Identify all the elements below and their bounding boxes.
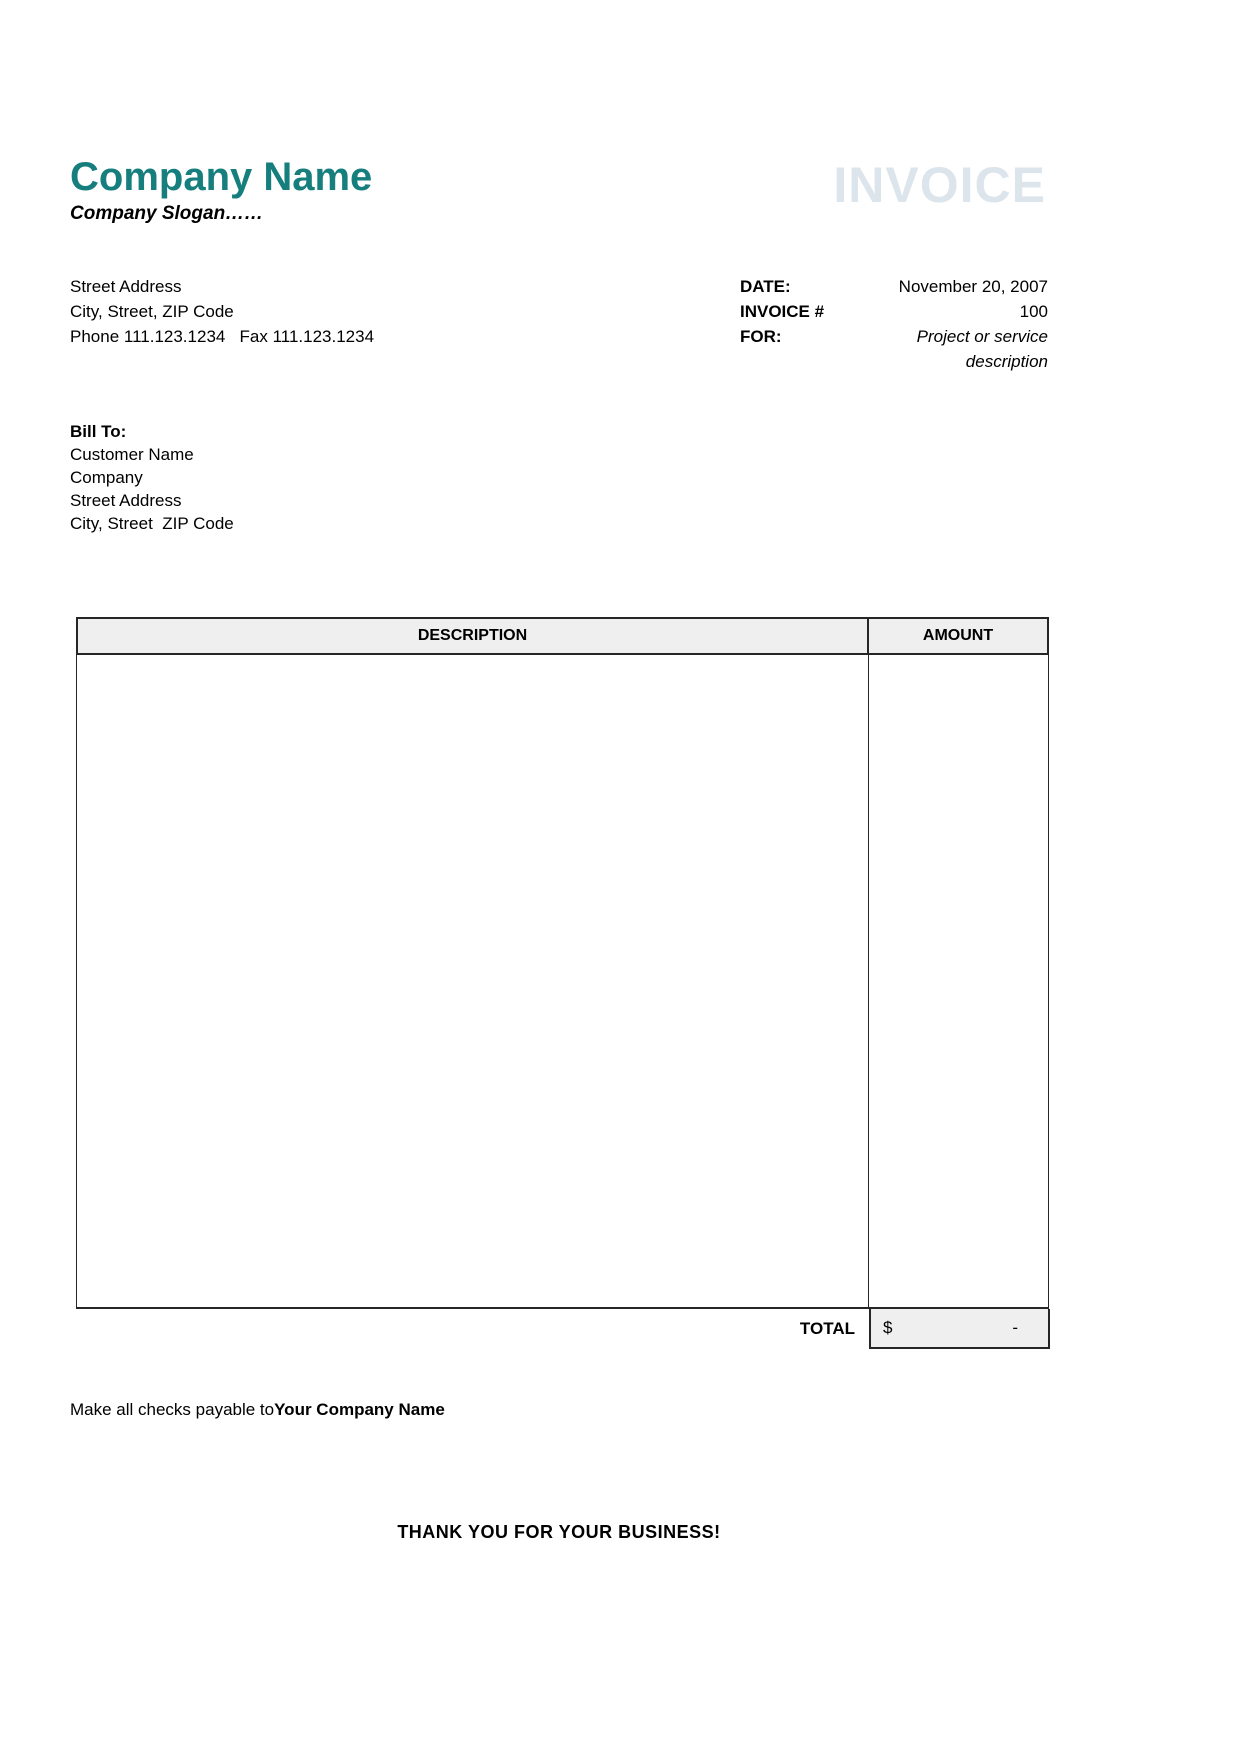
company-slogan: Company Slogan…… <box>70 203 264 224</box>
company-city-line: City, Street, ZIP Code <box>70 302 234 321</box>
thank-you-message: THANK YOU FOR YOUR BUSINESS! <box>397 1522 721 1542</box>
company-address-block <box>70 274 374 349</box>
amount-column-header: AMOUNT <box>922 627 994 644</box>
invoice-number-label: INVOICE # <box>740 302 825 321</box>
company-name: Company Name <box>70 155 373 199</box>
invoice-title: INVOICE <box>833 157 1046 213</box>
amount-cell-empty <box>869 655 1048 1307</box>
invoice-number-row <box>740 299 1048 324</box>
bill-to-city-line: City, Street ZIP Code <box>70 514 234 533</box>
invoice-table-header-row <box>76 617 1049 655</box>
invoice-info-block <box>740 274 1053 374</box>
description-cell-empty <box>77 655 869 1307</box>
total-amount-value: - <box>1012 1318 1018 1337</box>
checks-payable-company: Your Company Name <box>274 1400 445 1419</box>
invoice-table-body <box>76 655 1049 1309</box>
invoice-number-value: 100 <box>1019 302 1048 321</box>
checks-payable-text: Make all checks payable to <box>70 1400 275 1419</box>
date-value: November 20, 2007 <box>898 277 1048 296</box>
total-amount-cell <box>869 1309 1050 1349</box>
bill-to-label: Bill To: <box>70 422 127 441</box>
bill-to-customer-name: Customer Name <box>70 445 194 464</box>
description-column-header: DESCRIPTION <box>78 619 869 653</box>
bill-to-street-address: Street Address <box>70 491 182 510</box>
company-phone-fax-line: Phone 111.123.1234 Fax 111.123.1234 <box>70 327 375 346</box>
total-currency-symbol: $ <box>883 1318 893 1337</box>
invoice-for-row <box>740 324 1053 374</box>
invoice-table <box>76 617 1049 1349</box>
for-label: FOR: <box>740 327 782 346</box>
bill-to-block <box>70 420 234 535</box>
date-label: DATE: <box>740 277 791 296</box>
invoice-date-row <box>740 274 1048 299</box>
invoice-total-row <box>76 1309 1049 1349</box>
total-label: TOTAL <box>799 1319 855 1338</box>
company-street-address: Street Address <box>70 277 182 296</box>
checks-payable-line <box>70 1400 445 1420</box>
for-value: Project or service description <box>916 327 1053 371</box>
bill-to-company: Company <box>70 468 143 487</box>
